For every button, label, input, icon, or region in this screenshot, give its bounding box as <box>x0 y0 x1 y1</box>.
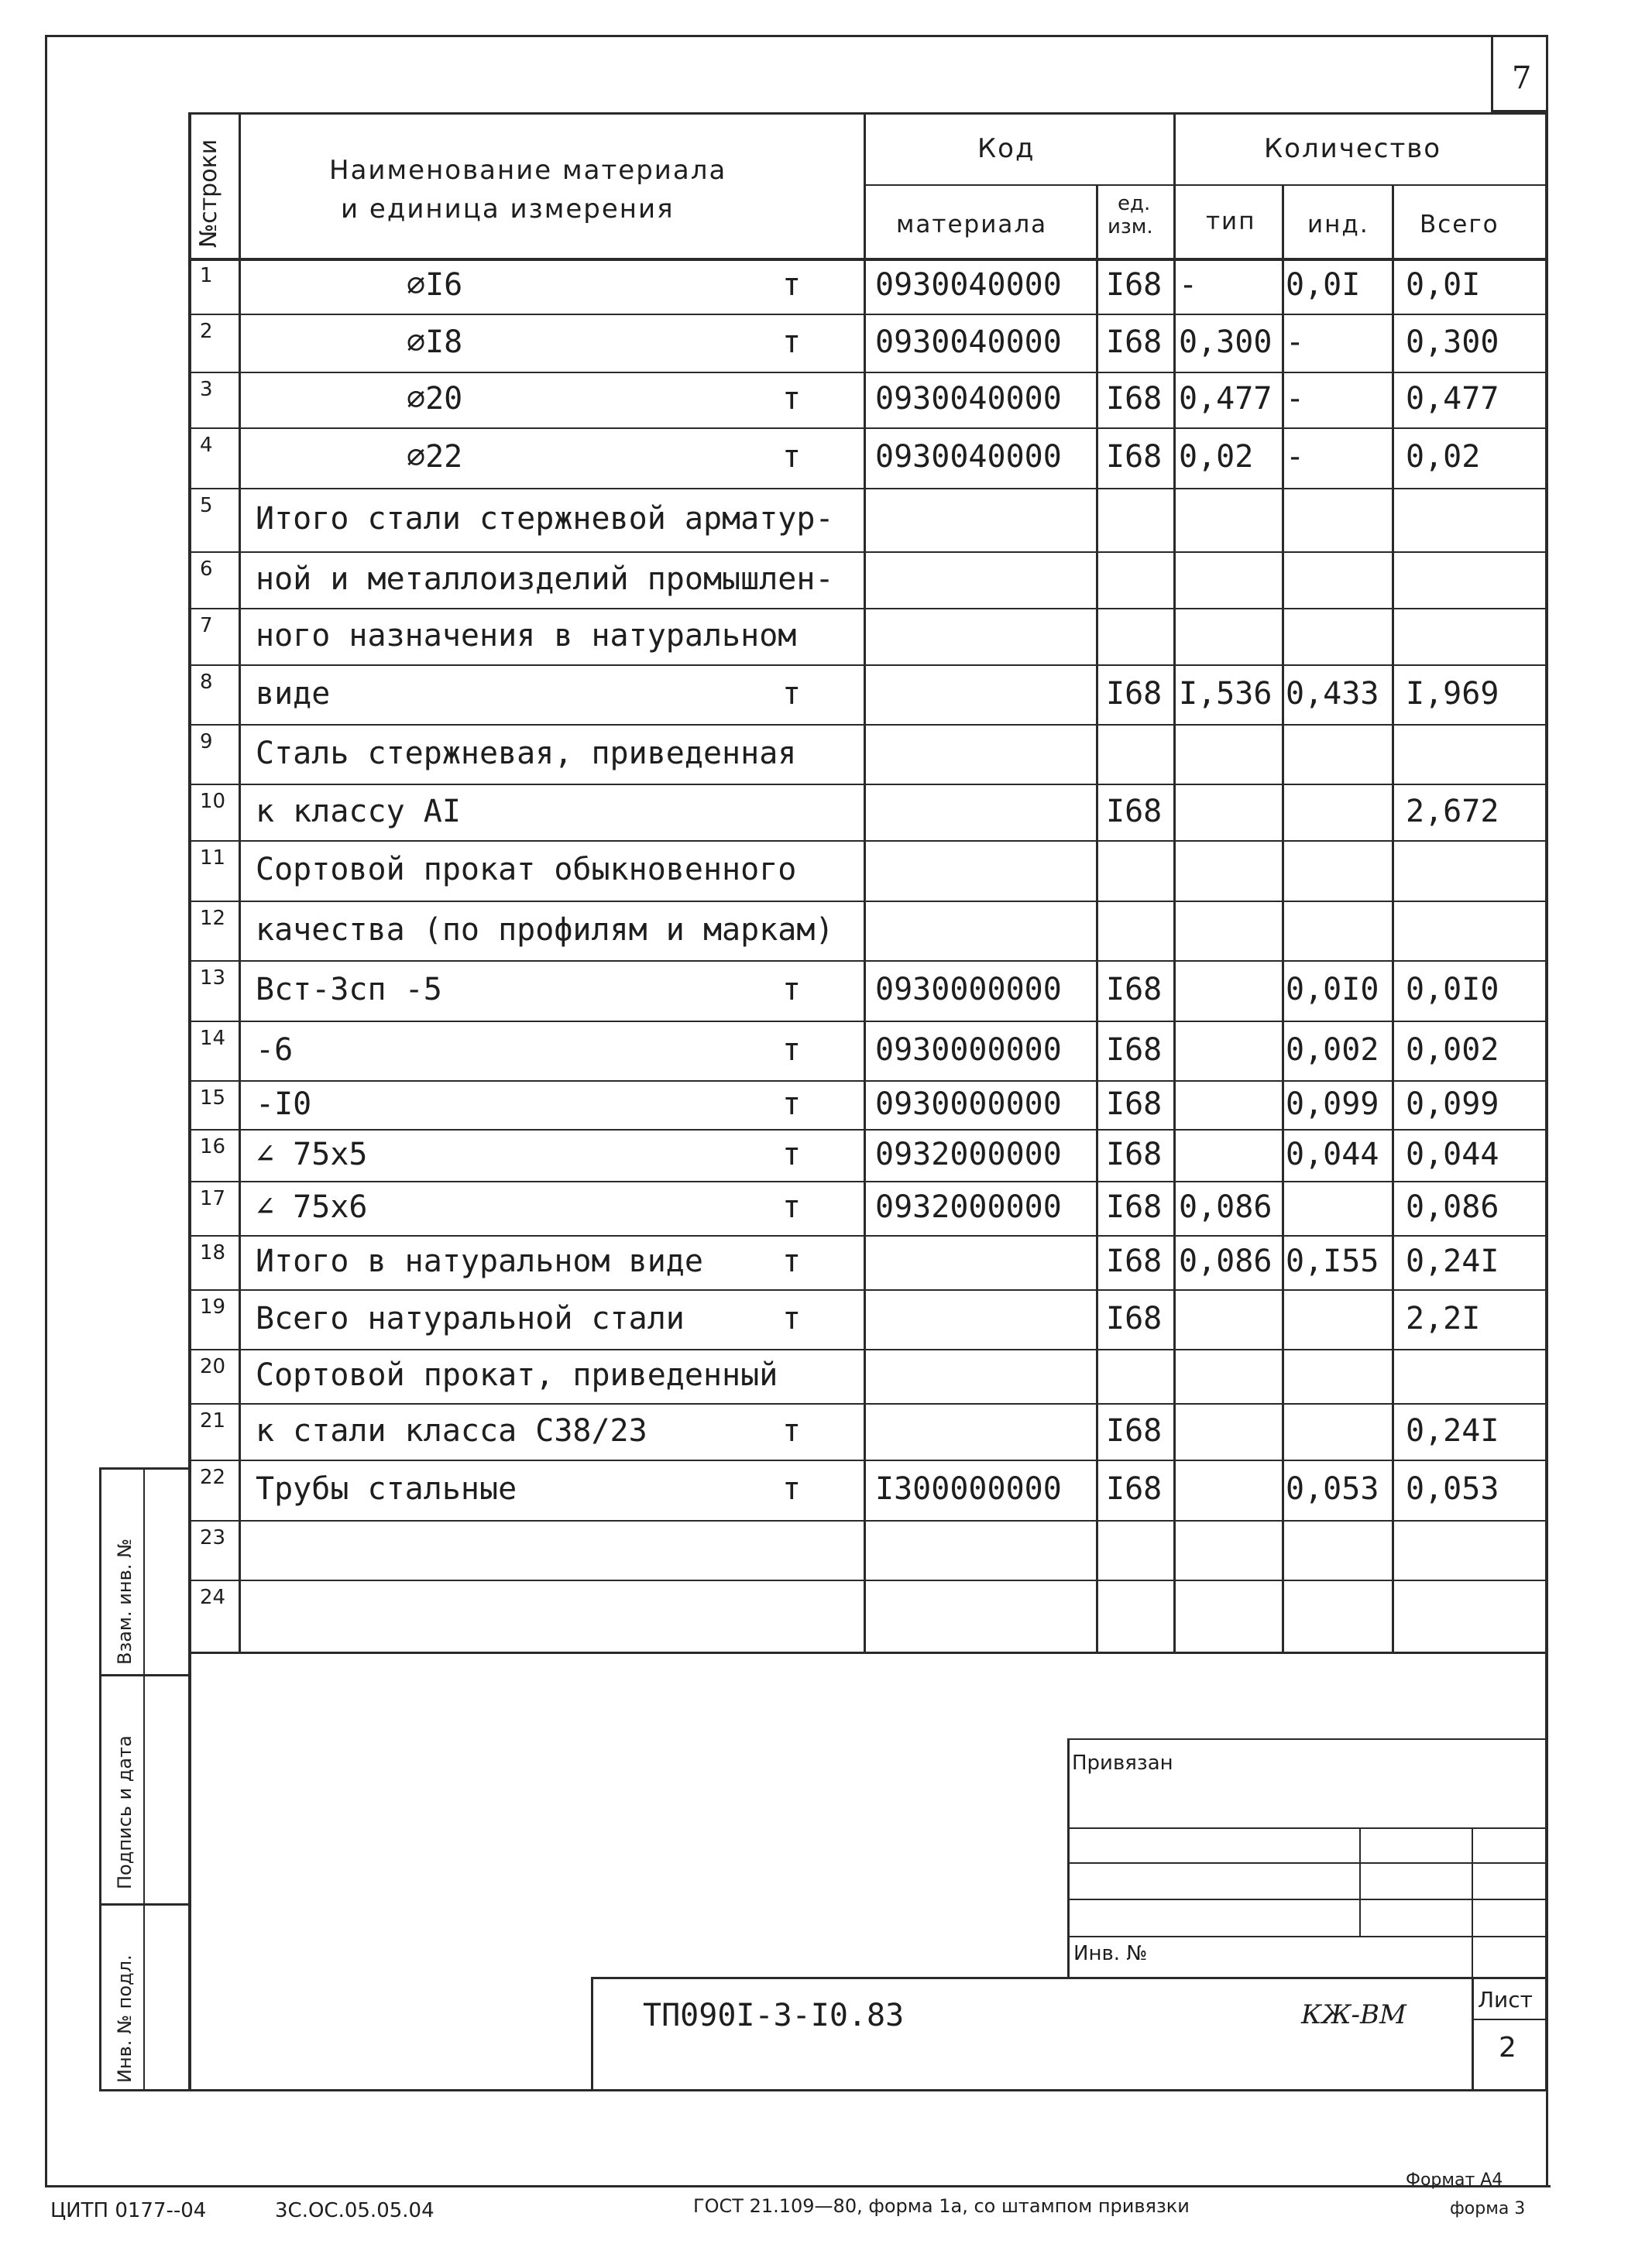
row-separator <box>188 427 1547 429</box>
row-material-code: 0930000000 <box>875 972 1062 1007</box>
row-number: 12 <box>200 907 226 930</box>
row-unit-code: I68 <box>1106 381 1163 417</box>
row-unit-code: I68 <box>1106 1086 1163 1122</box>
row-qty-ind: 0,433 <box>1286 675 1379 712</box>
row-separator <box>188 1235 1547 1237</box>
row-material-code: 0930000000 <box>875 1031 1062 1068</box>
row-qty-total: 0,099 <box>1406 1086 1499 1122</box>
frame-bottom <box>45 2185 1551 2187</box>
row-qty-total: 0,086 <box>1406 1189 1499 1225</box>
row-number: 16 <box>200 1135 226 1158</box>
row-separator <box>188 724 1547 726</box>
privyazan-label: Привязан <box>1072 1752 1173 1775</box>
page-number: 7 <box>1512 60 1532 96</box>
row-material-name: -6 <box>256 1031 294 1068</box>
row-qty-ind: 0,I55 <box>1286 1244 1379 1279</box>
row-separator <box>188 608 1547 609</box>
row-unit: т <box>782 1471 802 1507</box>
row-qty-ind: 0,099 <box>1286 1086 1379 1122</box>
row-number: 3 <box>200 378 213 401</box>
row-qty-tip: 0,477 <box>1179 381 1273 417</box>
row-separator <box>188 1460 1547 1461</box>
header-total: Всего <box>1420 211 1499 238</box>
row-qty-total: 0,002 <box>1406 1031 1499 1068</box>
row-separator <box>188 1080 1547 1082</box>
row-material-name: ∅20 <box>407 381 463 417</box>
row-qty-ind: 0,0I0 <box>1286 972 1379 1007</box>
row-number: 10 <box>200 790 226 813</box>
row-qty-ind: - <box>1286 439 1305 475</box>
row-unit-code: I68 <box>1106 1031 1163 1068</box>
row-unit-code: I68 <box>1106 1136 1163 1172</box>
row-number: 11 <box>200 846 226 870</box>
row-separator <box>188 1181 1547 1182</box>
row-material-name: Трубы стальные <box>256 1471 517 1507</box>
sheet-label: Лист <box>1478 1987 1533 2012</box>
header-name-line2: и единица измерения <box>341 194 675 225</box>
row-unit: т <box>782 1136 802 1172</box>
row-separator <box>188 784 1547 785</box>
row-qty-total: 0,0I <box>1406 267 1481 303</box>
header-tip: тип <box>1206 208 1256 235</box>
footer-left-code: ЦИТП 0177--04 <box>50 2199 207 2222</box>
row-unit-code: I68 <box>1106 1471 1163 1507</box>
frame-top <box>45 35 1547 37</box>
row-unit: т <box>782 324 802 360</box>
row-unit: т <box>782 1086 802 1122</box>
row-material-name: ∠ 75х5 <box>256 1136 368 1172</box>
row-material-name: ной и металлоизделий промышлен- <box>256 561 834 597</box>
row-qty-total: 2,2I <box>1406 1300 1481 1336</box>
row-number: 13 <box>200 966 226 990</box>
row-number: 24 <box>200 1586 226 1609</box>
row-material-name: ∅I6 <box>407 267 463 303</box>
row-material-name: Сортовой прокат, приведенный <box>256 1357 778 1393</box>
row-unit-code: I68 <box>1106 972 1163 1007</box>
document-mark: КЖ-ВМ <box>1301 1999 1406 2030</box>
row-number: 19 <box>200 1295 226 1319</box>
row-qty-total: 0,477 <box>1406 381 1499 417</box>
row-qty-tip: 0,086 <box>1179 1189 1273 1225</box>
row-number: 2 <box>200 320 213 343</box>
row-unit: т <box>782 675 802 712</box>
row-material-code: 0930040000 <box>875 267 1062 303</box>
row-separator <box>188 488 1547 489</box>
row-qty-total: I,969 <box>1406 675 1499 712</box>
row-material-name: Сортовой прокат обыкновенного <box>256 852 797 887</box>
row-material-name: ∠ 75х6 <box>256 1189 368 1225</box>
row-number: 7 <box>200 614 213 637</box>
header-material: материала <box>896 211 1048 238</box>
row-qty-total: 0,24I <box>1406 1244 1499 1279</box>
row-qty-tip: - <box>1179 267 1198 303</box>
frame-left <box>45 35 47 2187</box>
row-unit: т <box>782 381 802 417</box>
row-qty-total: 0,0I0 <box>1406 972 1499 1007</box>
row-qty-total: 0,24I <box>1406 1412 1499 1449</box>
row-separator <box>188 314 1547 315</box>
row-number: 8 <box>200 671 213 694</box>
row-qty-total: 2,672 <box>1406 793 1499 829</box>
header-code: Код <box>977 133 1036 164</box>
table-left <box>188 112 191 2091</box>
row-number: 21 <box>200 1409 226 1433</box>
header-unit-line1: ед. <box>1118 192 1151 215</box>
row-separator <box>188 372 1547 373</box>
row-qty-total: 0,044 <box>1406 1136 1499 1172</box>
row-number: 14 <box>200 1027 226 1050</box>
row-unit-code: I68 <box>1106 793 1163 829</box>
header-ind: инд. <box>1307 211 1369 238</box>
header-quantity: Количество <box>1264 133 1442 164</box>
row-material-name: Всего натуральной стали <box>256 1300 685 1336</box>
footer-form: форма 3 <box>1450 2199 1526 2218</box>
row-material-name: ∅I8 <box>407 324 463 360</box>
row-qty-tip: 0,086 <box>1179 1244 1273 1279</box>
sheet-number: 2 <box>1499 2032 1516 2064</box>
row-number: 5 <box>200 494 213 517</box>
row-material-code: I300000000 <box>875 1471 1062 1507</box>
row-material-name: Итого стали стержневой арматур- <box>256 501 834 537</box>
row-unit: т <box>782 1189 802 1225</box>
row-separator <box>188 1349 1547 1350</box>
row-number: 18 <box>200 1241 226 1264</box>
row-qty-ind: 0,0I <box>1286 267 1361 303</box>
row-qty-ind: 0,053 <box>1286 1471 1379 1507</box>
row-unit: т <box>782 972 802 1007</box>
row-material-code: 0930040000 <box>875 439 1062 475</box>
row-unit-code: I68 <box>1106 439 1163 475</box>
row-number: 9 <box>200 730 213 753</box>
row-material-code: 0932000000 <box>875 1136 1062 1172</box>
row-material-name: Сталь стержневая, приведенная <box>256 735 797 771</box>
row-separator <box>188 1129 1547 1131</box>
row-material-code: 0930000000 <box>875 1086 1062 1122</box>
row-unit: т <box>782 1244 802 1279</box>
row-separator <box>188 551 1547 553</box>
header-row-number: №строки <box>195 139 222 248</box>
row-qty-total: 0,053 <box>1406 1471 1499 1507</box>
row-separator <box>188 1021 1547 1022</box>
row-separator <box>188 960 1547 962</box>
row-unit-code: I68 <box>1106 1189 1163 1225</box>
row-material-name: ного назначения в натуральном <box>256 617 797 654</box>
row-separator <box>188 1403 1547 1405</box>
row-number: 15 <box>200 1086 226 1110</box>
row-material-code: 0930040000 <box>875 381 1062 417</box>
row-material-code: 0932000000 <box>875 1189 1062 1225</box>
stamp-inv-podl: Инв. № подл. <box>114 1954 136 2083</box>
row-number: 1 <box>200 264 213 287</box>
footer-left-code2: 3С.ОС.05.05.04 <box>275 2199 434 2222</box>
row-number: 22 <box>200 1466 226 1489</box>
row-unit: т <box>782 1031 802 1068</box>
row-qty-total: 0,02 <box>1406 439 1481 475</box>
row-number: 20 <box>200 1355 226 1378</box>
row-separator <box>188 901 1547 902</box>
stamp-podpis: Подпись и дата <box>114 1735 136 1889</box>
row-qty-ind: 0,002 <box>1286 1031 1379 1068</box>
row-unit-code: I68 <box>1106 1244 1163 1279</box>
row-unit: т <box>782 1412 802 1449</box>
row-number: 6 <box>200 558 213 581</box>
row-qty-tip: 0,02 <box>1179 439 1254 475</box>
row-unit-code: I68 <box>1106 1412 1163 1449</box>
row-material-name: к классу AI <box>256 793 461 829</box>
row-number: 4 <box>200 434 213 457</box>
row-number: 23 <box>200 1526 226 1549</box>
row-separator <box>188 1289 1547 1291</box>
row-separator <box>188 664 1547 666</box>
row-material-name: -I0 <box>256 1086 312 1122</box>
inv-no-label: Инв. № <box>1073 1942 1148 1965</box>
row-number: 17 <box>200 1187 226 1210</box>
row-unit: т <box>782 267 802 303</box>
row-unit-code: I68 <box>1106 1300 1163 1336</box>
row-unit-code: I68 <box>1106 675 1163 712</box>
row-qty-total: 0,300 <box>1406 324 1499 360</box>
header-bottom <box>188 258 1547 261</box>
header-name-line1: Наименование материала <box>329 155 727 186</box>
row-separator <box>188 1580 1547 1581</box>
row-qty-tip: 0,300 <box>1179 324 1273 360</box>
row-separator <box>188 840 1547 842</box>
row-material-name: к стали класса С38/23 <box>256 1412 647 1449</box>
row-material-name: Итого в натуральном виде <box>256 1244 703 1279</box>
stamp-vzam: Взам. инв. № <box>114 1539 136 1665</box>
footer-format: Формат А4 <box>1406 2170 1503 2190</box>
row-unit: т <box>782 439 802 475</box>
document-code: ТП090I-3-I0.83 <box>643 1998 905 2033</box>
row-qty-ind: - <box>1286 381 1305 417</box>
row-qty-ind: 0,044 <box>1286 1136 1379 1172</box>
row-material-name: виде <box>256 675 331 712</box>
table-bottom <box>188 2089 1547 2091</box>
row-unit-code: I68 <box>1106 267 1163 303</box>
row-qty-ind: - <box>1286 324 1305 360</box>
row-material-code: 0930040000 <box>875 324 1062 360</box>
row-unit: т <box>782 1300 802 1336</box>
table-top <box>188 112 1547 115</box>
row-material-name: ∅22 <box>407 439 463 475</box>
row-material-name: Вст-3сп -5 <box>256 972 442 1007</box>
row-separator <box>188 1520 1547 1522</box>
header-unit-line2: изм. <box>1108 215 1153 238</box>
footer-gost: ГОСТ 21.109—80, форма 1а, со штампом привязки <box>693 2195 1190 2217</box>
row-qty-tip: I,536 <box>1179 675 1273 712</box>
row-unit-code: I68 <box>1106 324 1163 360</box>
row-material-name: качества (по профилям и маркам) <box>256 911 834 948</box>
